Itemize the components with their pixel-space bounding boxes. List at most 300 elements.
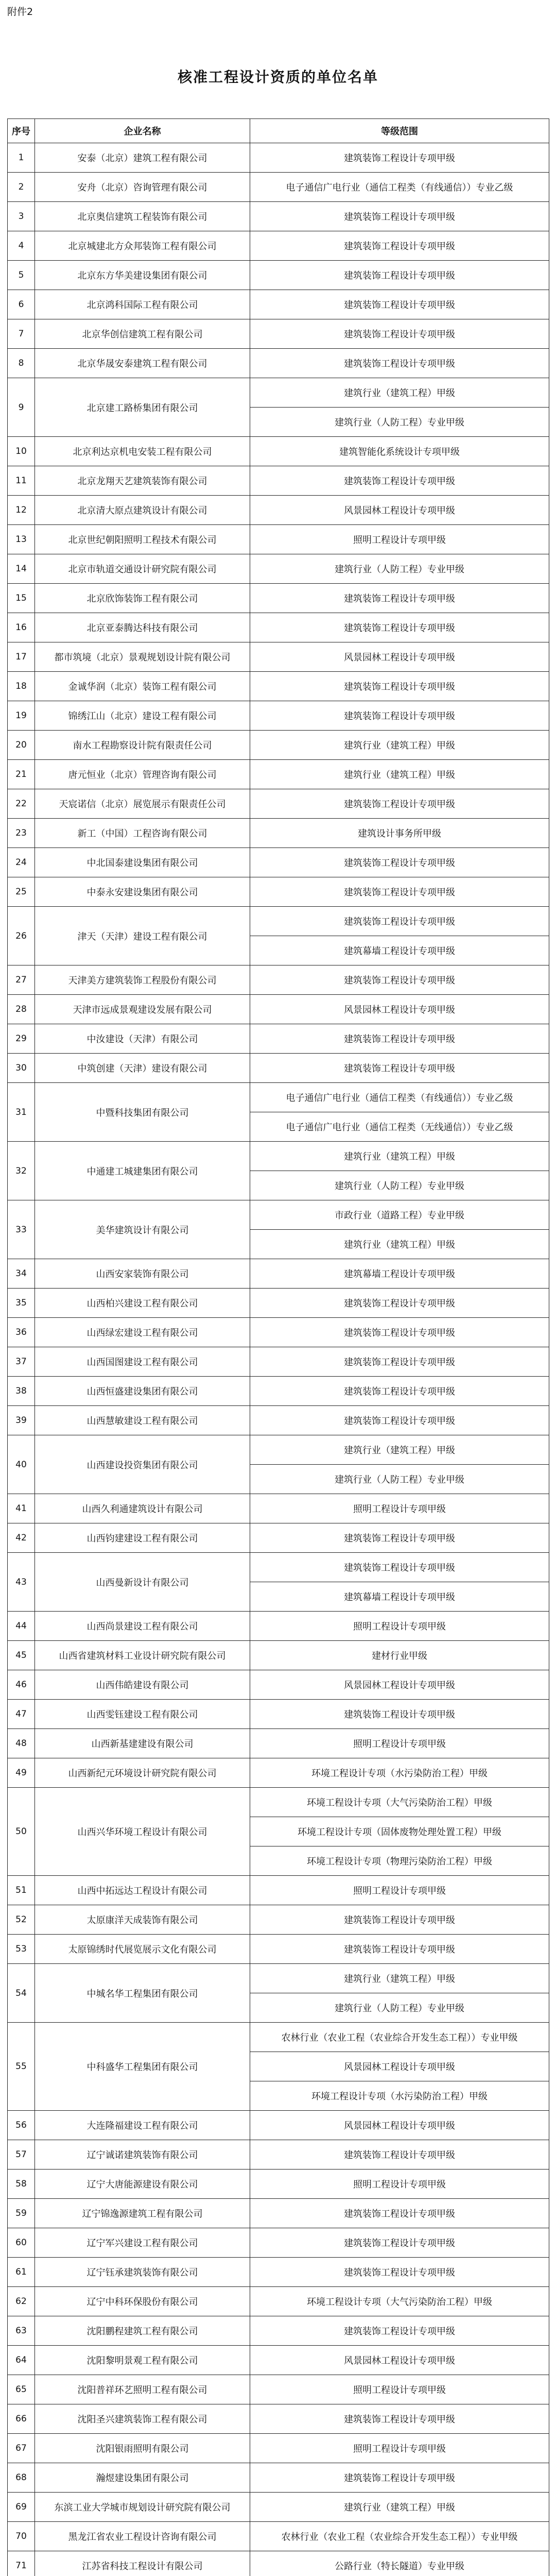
row-number: 6 [8,290,35,319]
table-header-row [8,119,549,143]
company-name: 辽宁锦逸源建筑工程有限公司 [35,2199,250,2228]
qualification-scope: 建筑装饰工程设计专项甲级 [250,231,549,261]
qualification-scope: 建筑幕墙工程设计专项甲级 [250,936,549,965]
table-row [8,378,549,408]
table-row [8,1641,549,1670]
row-number: 39 [8,1406,35,1435]
company-name: 北京市轨道交通设计研究院有限公司 [35,554,250,584]
row-number: 34 [8,1259,35,1289]
qualification-scope: 建筑装饰工程设计专项甲级 [250,349,549,378]
company-name: 中科盛华工程集团有限公司 [35,2023,250,2111]
qualification-scope: 建筑装饰工程设计专项甲级 [250,701,549,731]
qualification-scope: 建筑装饰工程设计专项甲级 [250,907,549,936]
row-number: 61 [8,2258,35,2287]
row-number: 49 [8,1758,35,1788]
table-row [8,760,549,789]
table-row [8,1289,549,1318]
qualification-scope: 建筑行业（建筑工程）甲级 [250,760,549,789]
company-name: 都市筑境（北京）景观规划设计院有限公司 [35,642,250,672]
company-name: 山西尚景建设工程有限公司 [35,1612,250,1641]
company-name: 山西中拓远达工程设计有限公司 [35,1876,250,1905]
table-row [8,1377,549,1406]
table-row [8,1406,549,1435]
qualification-scope: 建筑行业（建筑工程）甲级 [250,731,549,760]
company-name: 金诚华润（北京）装饰工程有限公司 [35,672,250,701]
table-row [8,173,549,202]
table-row [8,2463,549,2493]
qualification-scope: 风景园林工程设计专项甲级 [250,642,549,672]
row-number: 17 [8,642,35,672]
row-number: 48 [8,1729,35,1758]
row-number: 63 [8,2316,35,2346]
company-name: 北京华晟安泰建筑工程有限公司 [35,349,250,378]
qualification-scope: 建筑装饰工程设计专项甲级 [250,1553,549,1582]
company-name: 山西久利通建筑设计有限公司 [35,1494,250,1523]
row-number: 9 [8,378,35,437]
row-number: 26 [8,907,35,965]
table-row [8,1435,549,1465]
company-name: 沈阳黎明景观工程有限公司 [35,2346,250,2375]
table-row [8,2199,549,2228]
qualification-scope: 建筑装饰工程设计专项甲级 [250,2258,549,2287]
table-row [8,466,549,496]
table-row [8,1318,549,1347]
row-number: 27 [8,965,35,995]
table-row [8,202,549,231]
row-number: 18 [8,672,35,701]
table-row [8,584,549,613]
qualification-scope: 照明工程设计专项甲级 [250,2375,549,2404]
table-row [8,907,549,936]
company-name: 辽宁军兴建设工程有限公司 [35,2228,250,2258]
row-number: 67 [8,2434,35,2463]
company-name: 山西慧敏建设工程有限公司 [35,1406,250,1435]
table-row [8,2287,549,2316]
qualification-scope: 建筑装饰工程设计专项甲级 [250,2199,549,2228]
company-name: 辽宁大唐能源建设有限公司 [35,2170,250,2199]
row-number: 60 [8,2228,35,2258]
company-name: 中泰永安建设集团有限公司 [35,877,250,907]
qualification-scope: 环境工程设计专项（固体废物处理处置工程）甲级 [250,1817,549,1846]
table-row [8,848,549,877]
qualification-scope: 环境工程设计专项（水污染防治工程）甲级 [250,2081,549,2111]
annex-label: 附件2 [7,6,33,18]
row-number: 38 [8,1377,35,1406]
row-number: 35 [8,1289,35,1318]
table-row [8,349,549,378]
qualification-scope: 建筑装饰工程设计专项甲级 [250,1318,549,1347]
row-number: 68 [8,2463,35,2493]
qualification-scope: 建筑装饰工程设计专项甲级 [250,1347,549,1377]
company-name: 辽宁钰承建筑装饰有限公司 [35,2258,250,2287]
company-name: 安泰（北京）建筑工程有限公司 [35,143,250,173]
table-row [8,2316,549,2346]
company-name: 东滨工业大学城市规划设计研究院有限公司 [35,2493,250,2522]
table-row [8,2404,549,2434]
row-number: 1 [8,143,35,173]
row-number: 54 [8,1964,35,2023]
company-name: 北京建工路桥集团有限公司 [35,378,250,437]
qualification-scope: 建筑装饰工程设计专项甲级 [250,848,549,877]
table-row [8,1729,549,1758]
company-name: 中汝建设（天津）有限公司 [35,1024,250,1054]
qualification-table [7,118,549,2576]
row-number: 55 [8,2023,35,2111]
row-number: 31 [8,1083,35,1142]
qualification-scope: 建筑行业（建筑工程）甲级 [250,1142,549,1171]
row-number: 16 [8,613,35,642]
row-number: 3 [8,202,35,231]
qualification-scope: 农林行业（农业工程（农业综合开发生态工程））专业甲级 [250,2023,549,2052]
table-row [8,1083,549,1112]
qualification-scope: 建筑装饰工程设计专项甲级 [250,466,549,496]
company-name: 山西国图建设工程有限公司 [35,1347,250,1377]
row-number: 62 [8,2287,35,2316]
table-row [8,2140,549,2170]
table-row [8,1758,549,1788]
table-row [8,613,549,642]
qualification-scope: 建筑行业（人防工程）专业甲级 [250,1171,549,1200]
company-name: 安舟（北京）咨询管理有限公司 [35,173,250,202]
qualification-scope: 农林行业（农业工程（农业综合开发生态工程））专业甲级 [250,2522,549,2551]
table-row [8,2346,549,2375]
row-number: 25 [8,877,35,907]
row-number: 8 [8,349,35,378]
company-name: 北京利达京机电安装工程有限公司 [35,437,250,466]
qualification-scope: 建筑行业（建筑工程）甲级 [250,2493,549,2522]
row-number: 43 [8,1553,35,1612]
table-row [8,1259,549,1289]
row-number: 12 [8,496,35,525]
qualification-scope: 风景园林工程设计专项甲级 [250,496,549,525]
qualification-scope: 照明工程设计专项甲级 [250,2170,549,2199]
qualification-scope: 建筑装饰工程设计专项甲级 [250,1935,549,1964]
company-name: 沈阳圣兴建筑装饰工程有限公司 [35,2404,250,2434]
table-row [8,1905,549,1935]
qualification-scope: 建筑装饰工程设计专项甲级 [250,965,549,995]
row-number: 14 [8,554,35,584]
qualification-scope: 建筑装饰工程设计专项甲级 [250,2463,549,2493]
table-row [8,789,549,819]
qualification-scope: 建筑行业（建筑工程）甲级 [250,1435,549,1465]
table-row [8,877,549,907]
header-qualification-scope: 等级范围 [250,119,549,143]
company-name: 山西钧建建设工程有限公司 [35,1523,250,1553]
table-row [8,965,549,995]
qualification-scope: 建筑装饰工程设计专项甲级 [250,1905,549,1935]
company-name: 黑龙江省农业工程设计咨询有限公司 [35,2522,250,2551]
table-row [8,642,549,672]
table-row [8,1935,549,1964]
qualification-scope: 建筑装饰工程设计专项甲级 [250,261,549,290]
row-number: 44 [8,1612,35,1641]
company-name: 北京奥信建筑工程装饰有限公司 [35,202,250,231]
qualification-scope: 电子通信广电行业（通信工程类（无线通信））专业乙级 [250,1112,549,1142]
table-row [8,819,549,848]
qualification-scope: 建筑装饰工程设计专项甲级 [250,1406,549,1435]
table-row [8,1964,549,1993]
table-row [8,731,549,760]
qualification-scope: 建筑装饰工程设计专项甲级 [250,613,549,642]
company-name: 大连隆福建设工程有限公司 [35,2111,250,2140]
qualification-scope: 建筑装饰工程设计专项甲级 [250,1054,549,1083]
company-name: 北京清大原点建筑设计有限公司 [35,496,250,525]
header-no: 序号 [8,119,35,143]
qualification-scope: 建筑装饰工程设计专项甲级 [250,2140,549,2170]
row-number: 37 [8,1347,35,1377]
row-number: 33 [8,1200,35,1259]
table-row [8,143,549,173]
qualification-scope: 照明工程设计专项甲级 [250,1494,549,1523]
row-number: 45 [8,1641,35,1670]
row-number: 7 [8,319,35,349]
company-name: 沈阳普祥环艺照明工程有限公司 [35,2375,250,2404]
company-name: 太原锦绣时代展览展示文化有限公司 [35,1935,250,1964]
company-name: 天津市远成景观建设发展有限公司 [35,995,250,1024]
company-name: 北京世纪朝阳照明工程技术有限公司 [35,525,250,554]
row-number: 71 [8,2551,35,2576]
row-number: 41 [8,1494,35,1523]
table-row [8,1054,549,1083]
qualification-scope: 建筑装饰工程设计专项甲级 [250,202,549,231]
table-row [8,496,549,525]
row-number: 66 [8,2404,35,2434]
company-name: 山西安家装饰有限公司 [35,1259,250,1289]
table-row [8,554,549,584]
row-number: 2 [8,173,35,202]
qualification-scope: 电子通信广电行业（通信工程类（有线通信））专业乙级 [250,173,549,202]
qualification-scope: 环境工程设计专项（物理污染防治工程）甲级 [250,1846,549,1876]
company-name: 北京龙翔天艺建筑装饰有限公司 [35,466,250,496]
header-company-name: 企业名称 [35,119,250,143]
table-row [8,1523,549,1553]
table-row [8,995,549,1024]
qualification-scope: 建筑装饰工程设计专项甲级 [250,877,549,907]
company-name: 天津美方建筑装饰工程股份有限公司 [35,965,250,995]
company-name: 北京欣饰装饰工程有限公司 [35,584,250,613]
qualification-scope: 环境工程设计专项（大气污染防治工程）甲级 [250,1788,549,1817]
company-name: 辽宁中科环保股份有限公司 [35,2287,250,2316]
row-number: 20 [8,731,35,760]
table-row [8,437,549,466]
qualification-scope: 建筑幕墙工程设计专项甲级 [250,1582,549,1612]
company-name: 山西恒盛建设集团有限公司 [35,1377,250,1406]
company-name: 山西建设投资集团有限公司 [35,1435,250,1494]
row-number: 50 [8,1788,35,1876]
qualification-scope: 建筑装饰工程设计专项甲级 [250,2228,549,2258]
row-number: 59 [8,2199,35,2228]
row-number: 40 [8,1435,35,1494]
row-number: 28 [8,995,35,1024]
table-row [8,2434,549,2463]
qualification-scope: 建筑装饰工程设计专项甲级 [250,1700,549,1729]
table-row [8,1200,549,1230]
qualification-scope: 建筑行业（人防工程）专业甲级 [250,554,549,584]
qualification-scope: 建筑装饰工程设计专项甲级 [250,1289,549,1318]
company-name: 沈阳银雨照明有限公司 [35,2434,250,2463]
row-number: 70 [8,2522,35,2551]
row-number: 47 [8,1700,35,1729]
company-name: 沈阳鹏程建筑工程有限公司 [35,2316,250,2346]
table-row [8,1494,549,1523]
company-name: 山西伟皓建设有限公司 [35,1670,250,1700]
table-row [8,1142,549,1171]
table-row [8,2170,549,2199]
qualification-scope: 建筑智能化系统设计专项甲级 [250,437,549,466]
table-row [8,2375,549,2404]
company-name: 太原康洋天成装饰有限公司 [35,1905,250,1935]
row-number: 24 [8,848,35,877]
qualification-scope: 建材行业甲级 [250,1641,549,1670]
company-name: 北京城建北方众邦装饰工程有限公司 [35,231,250,261]
company-name: 中筑创建（天津）建设有限公司 [35,1054,250,1083]
table-row [8,319,549,349]
qualification-scope: 环境工程设计专项（水污染防治工程）甲级 [250,1758,549,1788]
qualification-scope: 电子通信广电行业（通信工程类（有线通信））专业乙级 [250,1083,549,1112]
row-number: 36 [8,1318,35,1347]
company-name: 北京鸿科国际工程有限公司 [35,290,250,319]
table-row [8,290,549,319]
company-name: 瀚煜建设集团有限公司 [35,2463,250,2493]
company-name: 山西曼新设计有限公司 [35,1553,250,1612]
company-name: 山西新基建建设有限公司 [35,1729,250,1758]
table-row [8,2493,549,2522]
table-row [8,1788,549,1817]
qualification-scope: 建筑装饰工程设计专项甲级 [250,789,549,819]
company-name: 北京华创信建筑工程有限公司 [35,319,250,349]
row-number: 22 [8,789,35,819]
table-row [8,672,549,701]
company-name: 美华建筑设计有限公司 [35,1200,250,1259]
qualification-scope: 照明工程设计专项甲级 [250,2434,549,2463]
qualification-scope: 照明工程设计专项甲级 [250,525,549,554]
qualification-scope: 建筑装饰工程设计专项甲级 [250,1523,549,1553]
qualification-scope: 建筑行业（人防工程）专业甲级 [250,1465,549,1494]
qualification-scope: 建筑行业（人防工程）专业甲级 [250,1993,549,2023]
table-row [8,2522,549,2551]
row-number: 53 [8,1935,35,1964]
table-row [8,2551,549,2576]
company-name: 中暨科技集团有限公司 [35,1083,250,1142]
row-number: 42 [8,1523,35,1553]
qualification-scope: 建筑行业（建筑工程）甲级 [250,378,549,408]
company-name: 北京东方华美建设集团有限公司 [35,261,250,290]
company-name: 南水工程勘察设计院有限责任公司 [35,731,250,760]
company-name: 中通建工城建集团有限公司 [35,1142,250,1200]
qualification-scope: 建筑装饰工程设计专项甲级 [250,1377,549,1406]
table-row [8,261,549,290]
qualification-scope: 建筑设计事务所甲级 [250,819,549,848]
qualification-scope: 环境工程设计专项（大气污染防治工程）甲级 [250,2287,549,2316]
company-name: 山西新纪元环境设计研究院有限公司 [35,1758,250,1788]
table-row [8,2023,549,2052]
table-row [8,2228,549,2258]
company-name: 锦绣江山（北京）建设工程有限公司 [35,701,250,731]
qualification-scope: 建筑装饰工程设计专项甲级 [250,2316,549,2346]
row-number: 5 [8,261,35,290]
table-row [8,2258,549,2287]
qualification-scope: 风景园林工程设计专项甲级 [250,1670,549,1700]
company-name: 中北国泰建设集团有限公司 [35,848,250,877]
row-number: 51 [8,1876,35,1905]
company-name: 新工（中国）工程咨询有限公司 [35,819,250,848]
row-number: 4 [8,231,35,261]
table-body [8,143,549,2576]
company-name: 山西柏兴建设工程有限公司 [35,1289,250,1318]
table-row [8,2111,549,2140]
company-name: 山西省建筑材料工业设计研究院有限公司 [35,1641,250,1670]
company-name: 辽宁诚诺建筑装饰有限公司 [35,2140,250,2170]
qualification-scope: 建筑幕墙工程设计专项甲级 [250,1259,549,1289]
row-number: 15 [8,584,35,613]
table-row [8,1876,549,1905]
qualification-scope: 公路行业（特长隧道）专业甲级 [250,2551,549,2576]
row-number: 57 [8,2140,35,2170]
company-name: 中城名华工程集团有限公司 [35,1964,250,2023]
qualification-scope: 建筑装饰工程设计专项甲级 [250,1024,549,1054]
qualification-scope: 风景园林工程设计专项甲级 [250,2346,549,2375]
row-number: 32 [8,1142,35,1200]
qualification-scope: 风景园林工程设计专项甲级 [250,2052,549,2081]
company-name: 北京亚泰腾达科技有限公司 [35,613,250,642]
row-number: 52 [8,1905,35,1935]
row-number: 58 [8,2170,35,2199]
row-number: 19 [8,701,35,731]
table-row [8,525,549,554]
row-number: 23 [8,819,35,848]
row-number: 29 [8,1024,35,1054]
qualification-scope: 建筑行业（人防工程）专业甲级 [250,408,549,437]
table-row [8,1024,549,1054]
qualification-scope: 建筑装饰工程设计专项甲级 [250,2404,549,2434]
qualification-scope: 照明工程设计专项甲级 [250,1612,549,1641]
company-name: 津天（天津）建设工程有限公司 [35,907,250,965]
company-name: 江苏省科技工程设计有限公司 [35,2551,250,2576]
row-number: 69 [8,2493,35,2522]
table-row [8,1670,549,1700]
qualification-scope: 风景园林工程设计专项甲级 [250,995,549,1024]
company-name: 山西雯钰建设工程有限公司 [35,1700,250,1729]
qualification-scope: 照明工程设计专项甲级 [250,1729,549,1758]
company-name: 唐元恒业（北京）管理咨询有限公司 [35,760,250,789]
company-name: 山西兴华环境工程设计有限公司 [35,1788,250,1876]
document-title: 核准工程设计资质的单位名单 [177,69,378,86]
table-row [8,231,549,261]
company-name: 天宸诺信（北京）展览展示有限责任公司 [35,789,250,819]
qualification-scope: 照明工程设计专项甲级 [250,1876,549,1905]
row-number: 21 [8,760,35,789]
table-row [8,1553,549,1582]
qualification-scope: 建筑装饰工程设计专项甲级 [250,672,549,701]
row-number: 56 [8,2111,35,2140]
qualification-scope: 风景园林工程设计专项甲级 [250,2111,549,2140]
table-row [8,1700,549,1729]
qualification-scope: 建筑装饰工程设计专项甲级 [250,143,549,173]
qualification-scope: 建筑装饰工程设计专项甲级 [250,584,549,613]
row-number: 10 [8,437,35,466]
qualification-scope: 建筑行业（建筑工程）甲级 [250,1964,549,1993]
row-number: 13 [8,525,35,554]
row-number: 30 [8,1054,35,1083]
row-number: 65 [8,2375,35,2404]
table-row [8,1347,549,1377]
row-number: 11 [8,466,35,496]
qualification-scope: 市政行业（道路工程）专业甲级 [250,1200,549,1230]
qualification-scope: 建筑装饰工程设计专项甲级 [250,290,549,319]
table-row [8,701,549,731]
row-number: 46 [8,1670,35,1700]
qualification-scope: 建筑行业（建筑工程）甲级 [250,1230,549,1259]
